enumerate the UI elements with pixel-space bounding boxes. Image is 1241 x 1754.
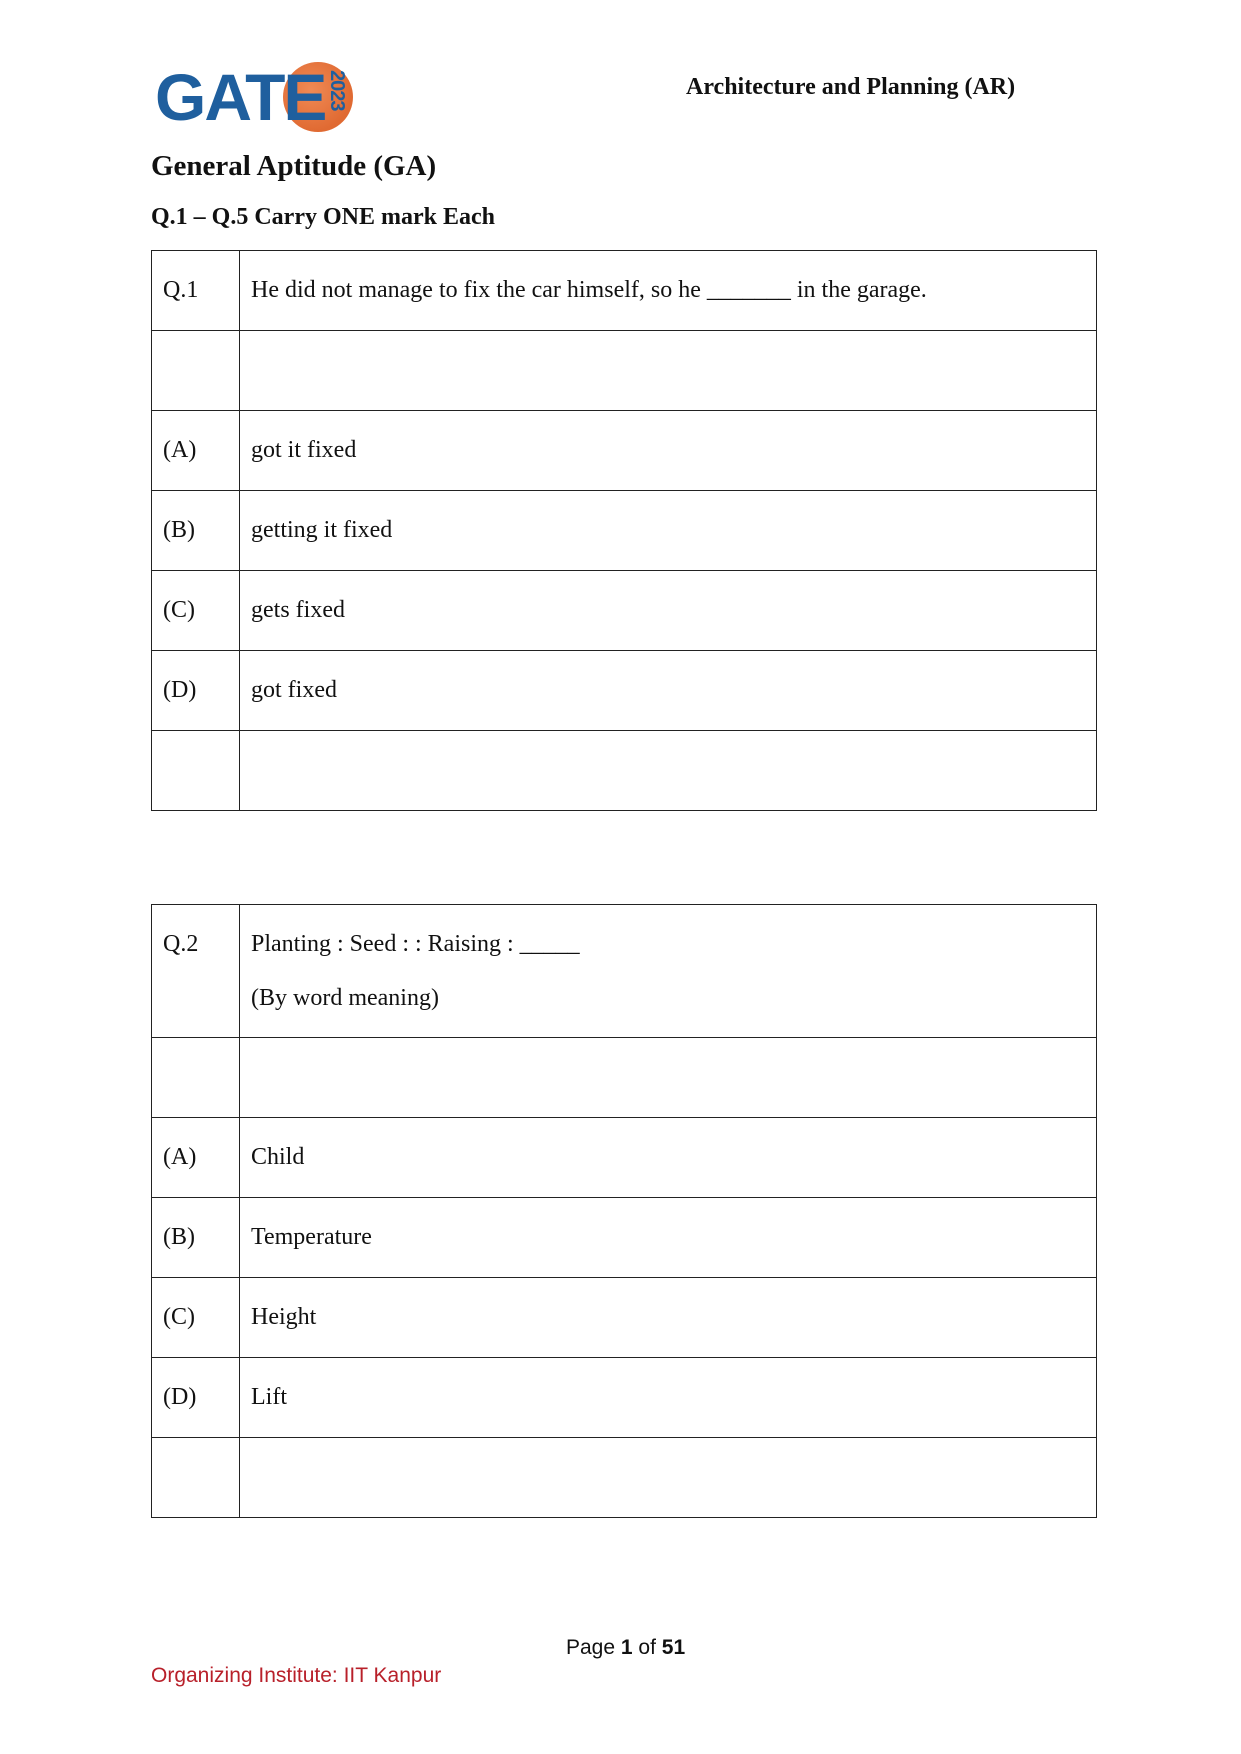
question-table-2 [151, 904, 1097, 1518]
option-label: (C) [152, 571, 240, 651]
question-stem [240, 905, 1097, 1038]
option-label: (D) [152, 1358, 240, 1438]
blank-row [152, 331, 1097, 411]
option-label: (B) [152, 491, 240, 571]
option-label: (D) [152, 651, 240, 731]
blank-row [152, 1038, 1097, 1118]
option-label: (A) [152, 411, 240, 491]
blank-row [152, 731, 1097, 811]
question-stem: He did not manage to fix the car himself, so he _______ in the garage. [240, 251, 1097, 331]
logo-year: 2023 [326, 70, 348, 111]
blank-row [152, 1438, 1097, 1518]
option-label: (B) [152, 1198, 240, 1278]
option-text: Height [240, 1278, 1097, 1358]
option-text: Lift [240, 1358, 1097, 1438]
option-text: Child [240, 1118, 1097, 1198]
gate-logo [155, 60, 360, 138]
page-number: Page 1 of 51 [566, 1636, 686, 1659]
question-row [152, 251, 1097, 331]
question-number: Q.1 [152, 251, 240, 331]
option-label: (C) [152, 1278, 240, 1358]
option-row-d [152, 651, 1097, 731]
option-row-a [152, 411, 1097, 491]
logo-text: GATE [155, 60, 326, 134]
option-label: (A) [152, 1118, 240, 1198]
option-text: gets fixed [240, 571, 1097, 651]
option-row-c [152, 1278, 1097, 1358]
question-stem-note: (By word meaning) [251, 985, 439, 1011]
option-row-b [152, 1198, 1097, 1278]
marks-note: Q.1 – Q.5 Carry ONE mark Each [151, 204, 495, 230]
section-title: General Aptitude (GA) [151, 150, 437, 182]
option-row-d [152, 1358, 1097, 1438]
option-row-b [152, 491, 1097, 571]
question-table-1 [151, 250, 1097, 811]
option-text: got it fixed [240, 411, 1097, 491]
option-text: getting it fixed [240, 491, 1097, 571]
organizing-institute: Organizing Institute: IIT Kanpur [151, 1664, 442, 1687]
option-row-a [152, 1118, 1097, 1198]
question-number: Q.2 [152, 905, 240, 1038]
option-text: Temperature [240, 1198, 1097, 1278]
option-text: got fixed [240, 651, 1097, 731]
paper-title: Architecture and Planning (AR) [686, 74, 1016, 100]
question-row [152, 905, 1097, 1038]
option-row-c [152, 571, 1097, 651]
question-stem-line: Planting : Seed : : Raising : _____ [251, 931, 580, 957]
